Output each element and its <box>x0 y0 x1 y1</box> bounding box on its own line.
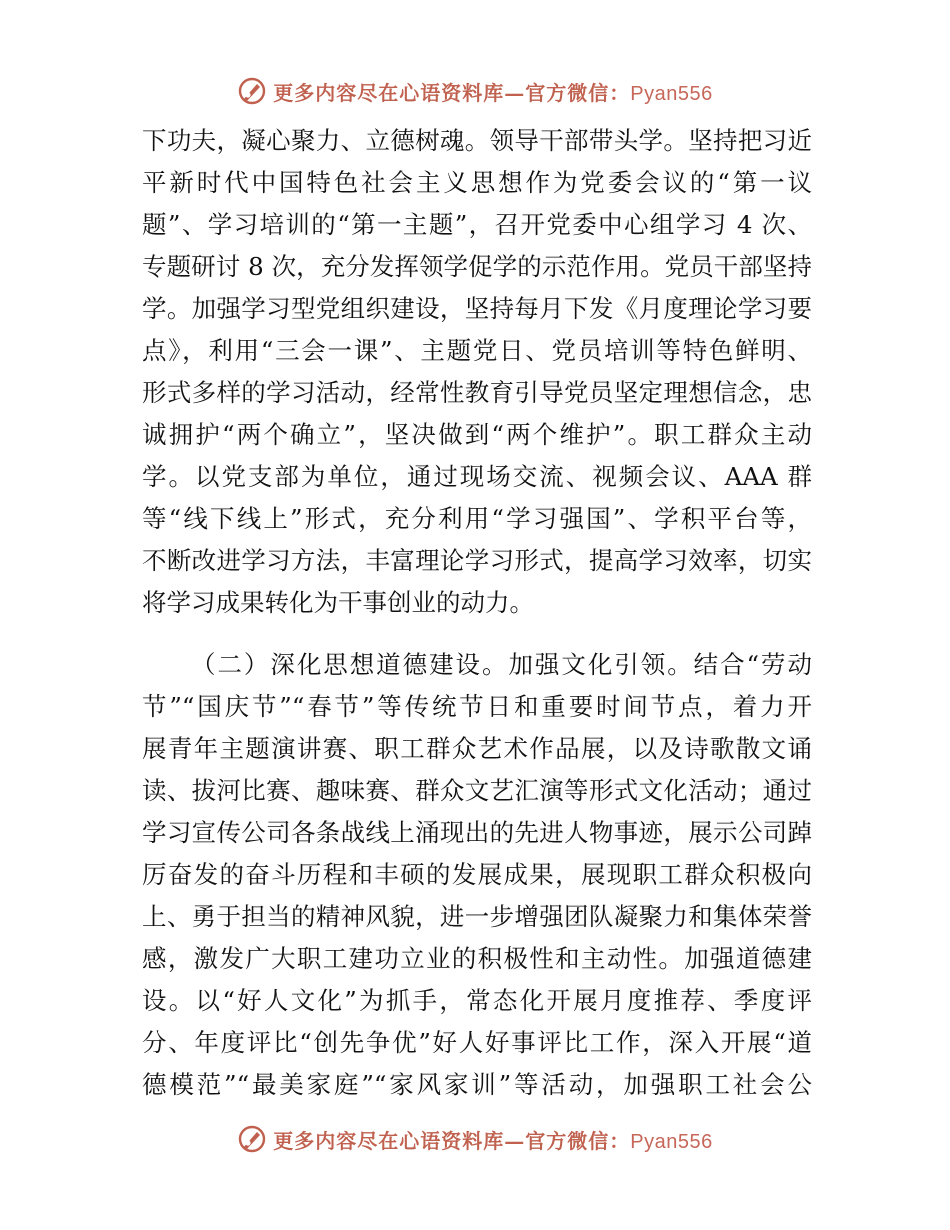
text-line: 感，激发广大职工建功立业的积极性和主动性。加强道德建 <box>142 944 812 973</box>
text-line: 专题研讨 8 次，充分发挥领学促学的示范作用。党员干部坚持 <box>142 252 812 281</box>
text-line: 学。以党支部为单位，通过现场交流、视频会议、AAA 群 <box>142 462 812 491</box>
text-line: 诚拥护“两个确立”，坚决做到“两个维护”。职工群众主动 <box>142 420 812 449</box>
wechat-id: Pyan556 <box>630 82 713 105</box>
text-line: 节”“国庆节”“春节”等传统节日和重要时间节点，着力开 <box>142 692 812 721</box>
text-line: 厉奋发的奋斗历程和丰硕的发展成果，展现职工群众积极向 <box>142 860 812 889</box>
footer-watermark-banner <box>0 1122 950 1156</box>
text-line: 不断改进学习方法，丰富理论学习形式，提高学习效率，切实 <box>142 546 812 575</box>
text-line: 将学习成果转化为干事创业的动力。 <box>142 588 534 617</box>
text-line: 下功夫，凝心聚力、立德树魂。领导干部带头学。坚持把习近 <box>142 126 812 155</box>
paragraph-2 <box>142 644 812 1106</box>
text-line: 展青年主题演讲赛、职工群众艺术作品展，以及诗歌散文诵 <box>142 734 812 763</box>
pen-logo-icon <box>237 1124 267 1154</box>
header-watermark-banner <box>0 74 950 108</box>
document-body <box>142 120 812 1106</box>
text-line: 等“线下线上”形式，充分利用“学习强国”、学积平台等， <box>142 504 812 533</box>
text-line: 设。以“好人文化”为抓手，常态化开展月度推荐、季度评 <box>142 986 812 1015</box>
paragraph-1 <box>142 120 812 624</box>
text-line: 学。加强学习型党组织建设，坚持每月下发《月度理论学习要 <box>142 294 812 323</box>
pen-logo-icon <box>237 76 267 106</box>
text-line: 学习宣传公司各条战线上涌现出的先进人物事迹，展示公司踔 <box>142 818 812 847</box>
text-line: （二）深化思想道德建设。加强文化引领。结合“劳动 <box>191 650 812 679</box>
text-line: 德模范”“最美家庭”“家风家训”等活动，加强职工社会公 <box>142 1070 812 1099</box>
wechat-id: Pyan556 <box>630 1130 713 1153</box>
watermark-text: 更多内容尽在心语资料库—官方微信：Pyan556 <box>273 80 713 105</box>
text-line: 题”、学习培训的“第一主题”，召开党委中心组学习 4 次、 <box>142 210 812 239</box>
text-line: 分、年度评比“创先争优”好人好事评比工作，深入开展“道 <box>142 1028 812 1057</box>
watermark-text: 更多内容尽在心语资料库—官方微信：Pyan556 <box>273 1128 713 1153</box>
text-line: 平新时代中国特色社会主义思想作为党委会议的“第一议 <box>142 168 812 197</box>
text-line: 读、拔河比赛、趣味赛、群众文艺汇演等形式文化活动；通过 <box>142 776 812 805</box>
text-line: 形式多样的学习活动，经常性教育引导党员坚定理想信念，忠 <box>142 378 812 407</box>
text-line: 上、勇于担当的精神风貌，进一步增强团队凝聚力和集体荣誉 <box>142 902 812 931</box>
text-line: 点》，利用“三会一课”、主题党日、党员培训等特色鲜明、 <box>142 336 812 365</box>
